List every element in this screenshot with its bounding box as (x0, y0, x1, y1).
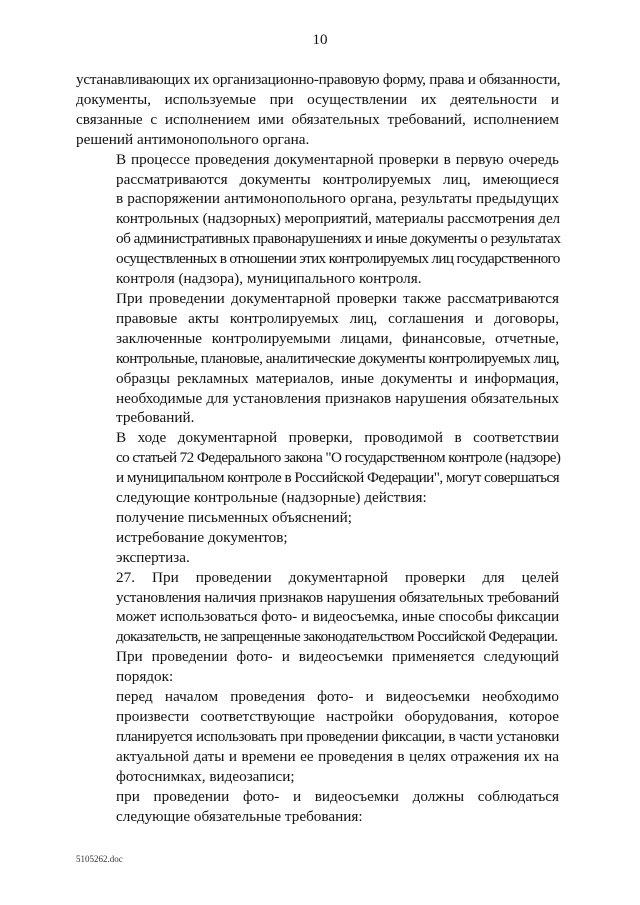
text-line: получение письменных объяснений; (116, 508, 352, 526)
text-line: доказательств, не запрещенные законодательством Российской Федерации. (116, 628, 558, 646)
text-line: следующие контрольные (надзорные) действия: (116, 489, 427, 507)
paragraph (76, 428, 559, 508)
text-line: устанавливающих их организационно-правовую форму, права и обязанности, (76, 71, 561, 88)
paragraph (76, 687, 559, 787)
paragraph (76, 70, 559, 150)
text-line: перед началом проведения фото- и видеосъемки необходимо (116, 688, 559, 706)
text-line: может использоваться фото- и видеосъемка, иные способы фиксации (116, 608, 559, 626)
text-line: об административных правонарушениях и иные документы о результатах (116, 230, 561, 248)
paragraph (76, 647, 559, 687)
text-line: со статьей 72 Федерального закона "О государственном контроле (надзоре) (116, 449, 561, 467)
text-line: актуальной даты и времени ее проведения в целях отражения их на (116, 747, 559, 765)
text-line: документы, используемые при осуществлении их деятельности и (76, 90, 559, 108)
paragraph (76, 787, 559, 827)
text-line: требований. (116, 409, 195, 427)
text-line: связанные с исполнением ими обязательных требований, исполнением (76, 110, 559, 128)
text-line: контроля (надзора), муниципального контроля. (116, 270, 422, 288)
text-line: В ходе документарной проверки, проводимой в соответствии (116, 429, 559, 447)
text-line: при проведении фото- и видеосъемки должны соблюдаться (116, 787, 559, 805)
text-line: образцы рекламных материалов, иные документы и информация, (116, 369, 559, 387)
text-line: порядок: (116, 668, 174, 686)
document-filename: 5105262.doc (76, 854, 123, 864)
text-line: и муниципальном контроле в Российской Федерации", могут совершаться (116, 469, 560, 487)
text-line: заключенные контролируемыми лицами, финансовые, отчетные, (116, 329, 559, 347)
text-line: установления наличия признаков нарушения обязательных требований (116, 588, 559, 606)
text-line: При проведении фото- и видеосъемки применяется следующий (116, 648, 559, 666)
paragraph (76, 289, 559, 428)
document-body (76, 70, 559, 826)
text-line: в распоряжении антимонопольного органа, результаты предыдущих (116, 190, 559, 208)
text-line: фотоснимках, видеозаписи; (116, 767, 295, 785)
text-line: правовые акты контролируемых лиц, соглашения и договоры, (116, 309, 559, 327)
text-line: экспертиза. (116, 548, 190, 566)
text-line: В процессе проведения документарной проверки в первую очередь (116, 150, 559, 168)
text-line: планируется использовать при проведении фиксации, в части установки (116, 727, 559, 745)
paragraph (76, 548, 559, 568)
text-line: рассматриваются документы контролируемых лиц, имеющиеся (116, 170, 559, 188)
page-number: 10 (312, 32, 328, 48)
text-line: произвести соответствующие настройки оборудования, которое (116, 708, 559, 725)
text-line: осуществленных в отношении этих контролируемых лиц государственного (116, 250, 560, 268)
text-line: следующие обязательные требования: (116, 807, 363, 825)
text-line: При проведении документарной проверки также рассматриваются (116, 289, 559, 307)
text-line: необходимые для установления признаков нарушения обязательных (116, 389, 559, 407)
paragraph (76, 150, 559, 289)
paragraph (76, 568, 559, 648)
text-line: решений антимонопольного органа. (76, 130, 310, 148)
text-line: истребование документов; (116, 528, 288, 546)
text-line: контрольных (надзорных) мероприятий, материалы рассмотрения дел (116, 210, 560, 228)
paragraph (76, 528, 559, 548)
text-line: 27. При проведении документарной проверки для целей (116, 568, 559, 586)
text-line: контрольные, плановые, аналитические документы контролируемых лиц, (116, 349, 560, 367)
paragraph (76, 508, 559, 528)
